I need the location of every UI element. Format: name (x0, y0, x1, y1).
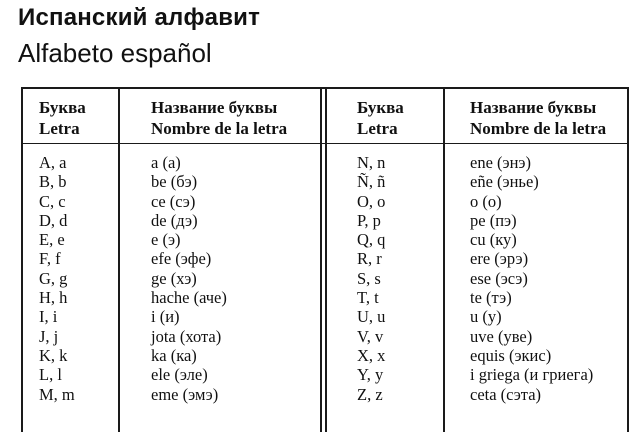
letter-name-cell: ese (эсэ) (470, 268, 528, 288)
letter-name-cell: o (о) (470, 191, 502, 211)
header-name-es: Nombre de la letra (470, 119, 607, 138)
letter-cell: A, a (39, 153, 67, 172)
header-letter-es: Letra (39, 119, 80, 138)
letter-name-cell: i (и) (151, 307, 180, 327)
letter-name-cell: ka (ка) (151, 345, 197, 365)
header-divider (23, 143, 627, 144)
letter-cell: T, t (357, 288, 379, 308)
header-name-es: Nombre de la letra (151, 119, 288, 138)
letter-name-cell: ce (сэ) (151, 191, 196, 211)
letter-cell: Q, q (357, 230, 386, 250)
letter-cell: X, x (357, 345, 386, 365)
letter-name-cell: ere (эрэ) (470, 249, 529, 269)
letter-name-cell: ge (хэ) (151, 268, 197, 288)
letter-name-cell: uve (уве) (470, 326, 533, 346)
title-spanish: Alfabeto español (18, 38, 212, 68)
letter-cell: S, s (357, 268, 381, 288)
letter-cell: N, n (357, 153, 386, 172)
title-russian: Испанский алфавит (18, 4, 261, 31)
letter-name-cell: equis (экис) (470, 345, 552, 365)
letter-cell: Z, z (357, 384, 383, 404)
left-name-column (151, 153, 227, 404)
column-divider (118, 89, 120, 432)
center-divider (320, 89, 322, 432)
letter-name-cell: u (у) (470, 307, 502, 327)
column-divider (443, 89, 445, 432)
letter-cell: F, f (39, 249, 61, 269)
header-name-right (470, 97, 606, 139)
letter-cell: R, r (357, 249, 382, 269)
letter-name-cell: efe (эфе) (151, 249, 212, 269)
letter-cell: K, k (39, 345, 68, 365)
letter-cell: Ñ, ñ (357, 172, 386, 192)
header-name-ru: Название буквы (470, 98, 597, 117)
header-letter-right (357, 97, 404, 139)
header-letter-ru: Буква (39, 98, 86, 117)
alphabet-table (21, 87, 629, 432)
letter-name-cell: eme (эмэ) (151, 384, 219, 404)
letter-cell: P, p (357, 210, 381, 230)
letter-cell: D, d (39, 210, 68, 230)
letter-cell: E, e (39, 230, 65, 250)
letter-name-cell: cu (ку) (470, 230, 517, 250)
header-letter-es: Letra (357, 119, 398, 138)
letter-name-cell: i griega (и гриега) (470, 365, 594, 385)
letter-name-cell: a (а) (151, 153, 181, 172)
header-letter-ru: Буква (357, 98, 404, 117)
letter-cell: Y, y (357, 365, 384, 385)
right-name-column (470, 153, 593, 404)
letter-cell: B, b (39, 172, 67, 192)
letter-name-cell: be (бэ) (151, 172, 198, 192)
letter-name-cell: te (тэ) (470, 288, 512, 308)
letter-name-cell: e (э) (151, 230, 181, 250)
header-name-left (151, 97, 287, 139)
letter-name-cell: ceta (сэта) (470, 384, 542, 404)
letter-name-cell: pe (пэ) (470, 210, 517, 230)
letter-cell: M, m (39, 384, 75, 404)
left-letter-column (39, 153, 75, 404)
letter-cell: L, l (39, 365, 62, 385)
right-letter-column (357, 153, 385, 404)
letter-cell: I, i (39, 307, 58, 327)
letter-cell: V, v (357, 326, 384, 346)
letter-cell: H, h (39, 288, 68, 308)
letter-cell: O, o (357, 191, 386, 211)
letter-cell: G, g (39, 268, 68, 288)
letter-cell: J, j (39, 326, 59, 346)
header-name-ru: Название буквы (151, 98, 278, 117)
center-divider (325, 89, 327, 432)
letter-name-cell: ene (энэ) (470, 153, 532, 172)
letter-name-cell: de (дэ) (151, 210, 198, 230)
letter-cell: U, u (357, 307, 386, 327)
letter-cell: C, c (39, 191, 66, 211)
letter-name-cell: jota (хота) (151, 326, 222, 346)
letter-name-cell: eñe (энье) (470, 172, 539, 192)
letter-name-cell: ele (эле) (151, 365, 208, 385)
header-letter-left (39, 97, 86, 139)
letter-name-cell: hache (аче) (151, 288, 227, 308)
